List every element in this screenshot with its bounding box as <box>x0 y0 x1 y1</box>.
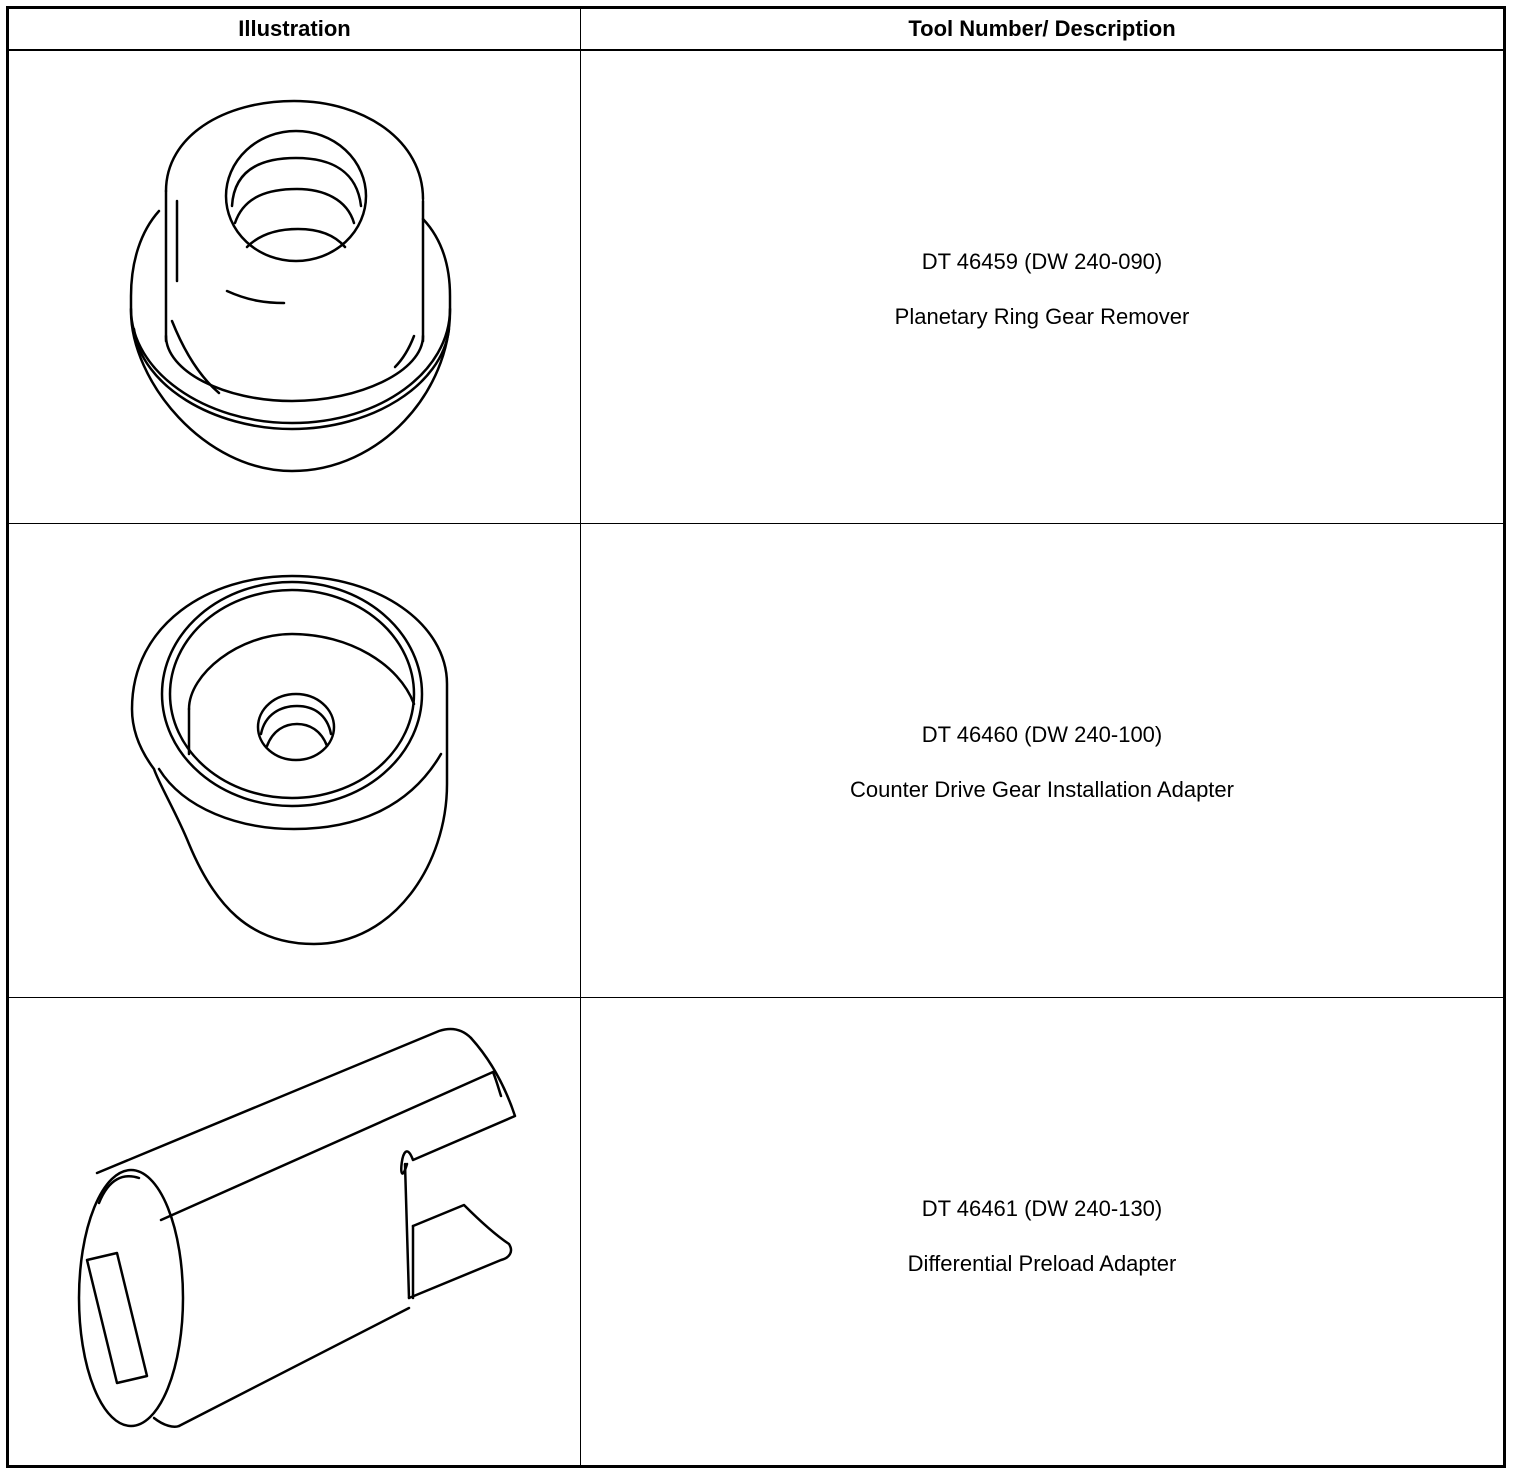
table-header-row <box>9 9 1503 51</box>
tool-number: DT 46461 (DW 240-130) <box>921 1196 1163 1221</box>
description-cell <box>581 998 1503 1465</box>
illustration-cell <box>9 51 580 523</box>
counter-drive-gear-adapter-drawing <box>9 524 580 998</box>
header-illustration: Illustration <box>238 16 351 41</box>
table-row <box>9 51 1503 524</box>
table-row <box>9 524 1503 998</box>
tool-description: Differential Preload Adapter <box>907 1251 1177 1276</box>
table-row <box>9 998 1503 1465</box>
tool-table <box>6 6 1506 1468</box>
differential-preload-adapter-drawing <box>9 998 580 1465</box>
ring-gear-remover-drawing <box>9 51 580 524</box>
tool-description: Planetary Ring Gear Remover <box>894 304 1190 329</box>
description-cell <box>581 524 1503 997</box>
illustration-cell <box>9 998 580 1465</box>
header-tool-number-description: Tool Number/ Description <box>908 16 1176 41</box>
tool-number: DT 46459 (DW 240-090) <box>921 249 1163 274</box>
tool-description: Counter Drive Gear Installation Adapter <box>850 777 1234 802</box>
illustration-cell <box>9 524 580 997</box>
description-cell <box>581 51 1503 523</box>
tool-number: DT 46460 (DW 240-100) <box>921 722 1163 747</box>
